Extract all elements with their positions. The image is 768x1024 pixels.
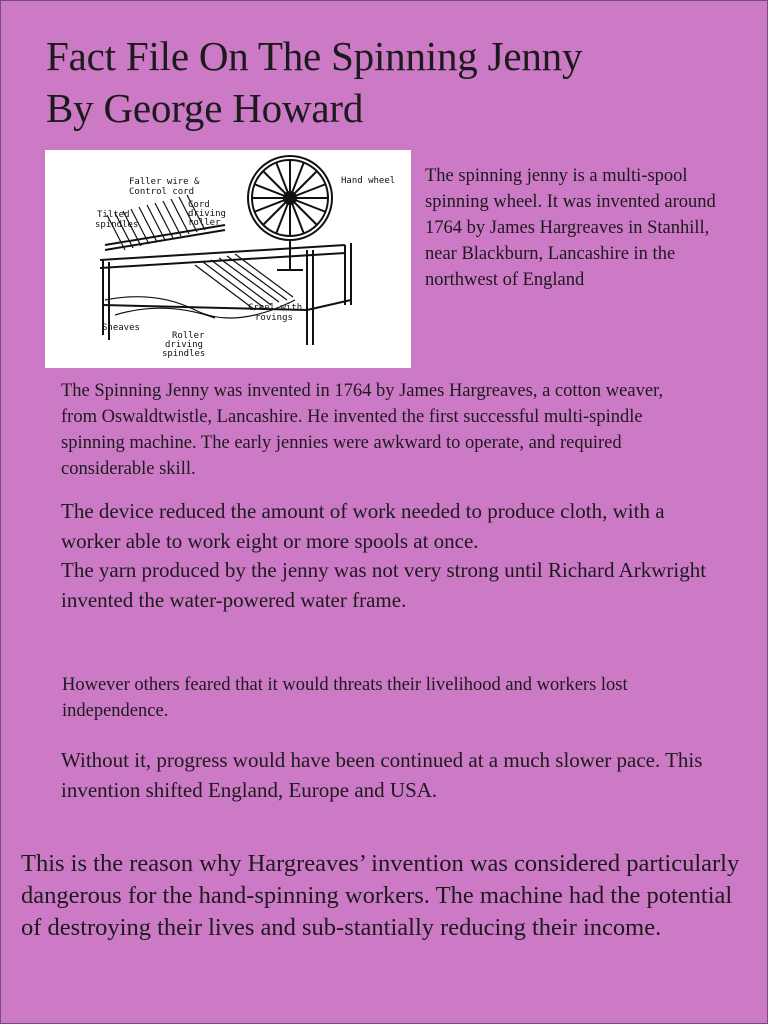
title-line-1: Fact File On The Spinning Jenny (46, 33, 583, 79)
page-title (46, 30, 746, 134)
impact-sentence-1: The device reduced the amount of work needed to produce cloth, with a worker able to work eight or more spools at once. (61, 499, 665, 553)
intro-paragraph: The spinning jenny is a multi-spool spinning wheel. It was invented around 1764 by James Hargreaves in Stanhill, near Blackburn, Lancashire in the northwest of England (425, 166, 716, 290)
label-hand-wheel: Hand wheel (341, 176, 396, 186)
impact-sentence-2: The yarn produced by the jenny was not very strong until Richard Arkwright invented the water-powered water frame. (61, 558, 707, 612)
title-line-2: By George Howard (46, 85, 364, 131)
label-roller-2: Roller (172, 331, 205, 341)
label-cord: Cord (188, 200, 210, 210)
label-spindles-2: spindles (162, 349, 206, 359)
label-driving-2: driving (165, 340, 203, 350)
label-rovings: rovings (255, 313, 293, 323)
label-sheaves: Sheaves (102, 323, 140, 333)
label-driving: driving (188, 209, 226, 219)
conclusion-paragraph: This is the reason why Hargreaves’ invention was considered particularly dangerous for the hand-spinning workers. The machine had the potential of destroying their lives and sub-stantially reducing their income. (21, 850, 740, 941)
impact-paragraph (61, 497, 711, 615)
label-faller-wire: Faller wire & (129, 177, 200, 187)
label-roller: roller (188, 218, 221, 228)
label-control-cord: Control cord (129, 187, 195, 197)
label-tilted: Tilted (97, 210, 130, 220)
label-creel-with: Creel with (248, 303, 303, 313)
progress-paragraph: Without it, progress would have been continued at a much slower pace. This invention shifted England, Europe and USA. (61, 748, 703, 802)
fears-paragraph: However others feared that it would threats their livelihood and workers lost independence. (62, 675, 628, 721)
history-paragraph: The Spinning Jenny was invented in 1764 by James Hargreaves, a cotton weaver, from Oswaldtwistle, Lancashire. He invented the first successful multi-spindle spinning machine. The early jennies were awkward to operate, and required considerable skill. (61, 381, 664, 479)
spinning-jenny-diagram (45, 150, 411, 368)
label-spindles: spindles (95, 220, 139, 230)
